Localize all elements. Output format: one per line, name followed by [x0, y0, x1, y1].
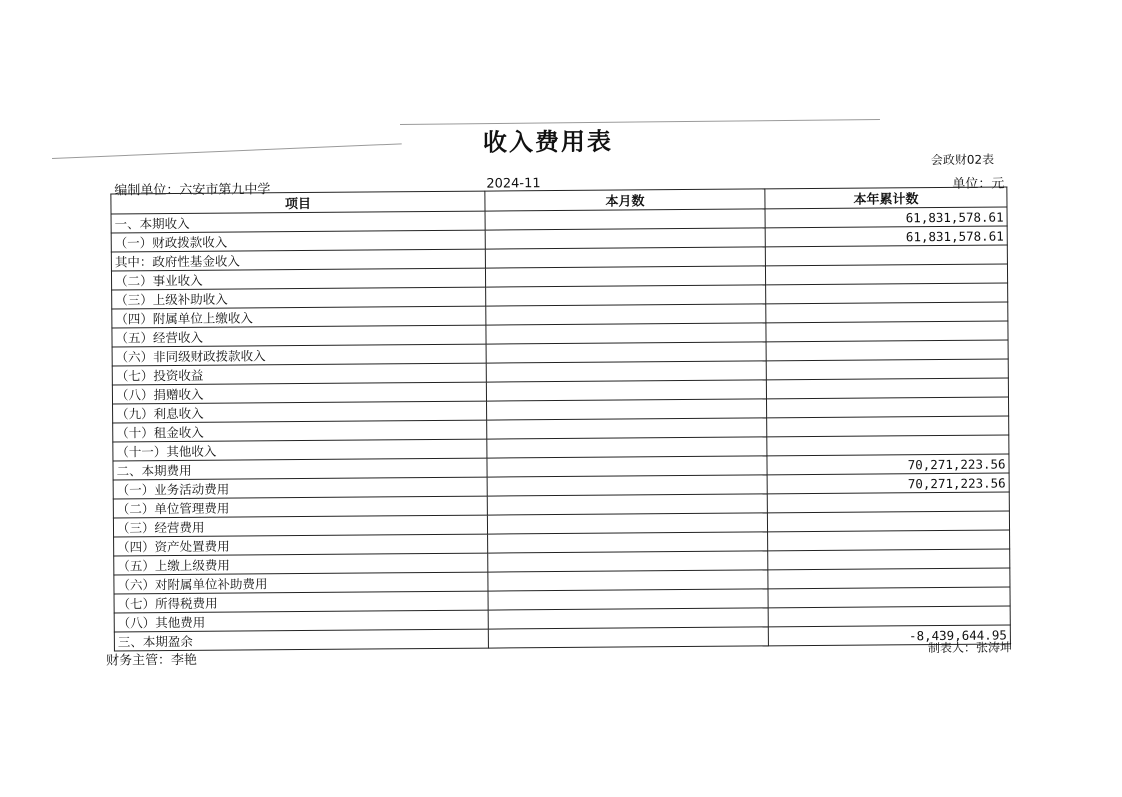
row-ytd-value	[768, 530, 1010, 551]
row-item-label: （七）投资收益	[112, 363, 486, 385]
row-month-value	[488, 627, 768, 648]
row-ytd-value	[766, 397, 1008, 418]
row-item-label: （五）上缴上级费用	[114, 553, 488, 575]
row-item-label: （三）经营费用	[113, 515, 487, 537]
row-month-value	[487, 437, 767, 458]
row-ytd-value	[766, 359, 1008, 380]
column-header-month: 本月数	[485, 189, 765, 211]
row-item-label: （二）单位管理费用	[113, 496, 487, 518]
row-month-value	[486, 342, 766, 363]
row-item-label: （九）利息收入	[113, 401, 487, 423]
report-period: 2024-11	[486, 176, 541, 192]
row-month-value	[486, 361, 766, 382]
row-month-value	[488, 570, 768, 591]
income-expense-table	[110, 186, 1011, 651]
row-item-label: （三）上级补助收入	[112, 287, 486, 309]
row-item-label: （十）租金收入	[113, 420, 487, 442]
row-ytd-value	[768, 606, 1010, 627]
row-ytd-value: 61,831,578.61	[765, 226, 1007, 247]
row-month-value	[488, 532, 768, 553]
row-ytd-value	[767, 492, 1009, 513]
row-ytd-value: -8,439,644.95	[768, 625, 1010, 646]
row-month-value	[485, 247, 765, 268]
row-ytd-value	[766, 302, 1008, 323]
row-ytd-value	[765, 245, 1007, 266]
row-month-value	[487, 456, 767, 477]
row-item-label: （一）业务活动费用	[113, 477, 487, 499]
row-ytd-value	[765, 264, 1007, 285]
row-item-label: 三、本期盈余	[114, 629, 488, 651]
row-ytd-value	[768, 549, 1010, 570]
table-body	[111, 207, 1010, 651]
row-month-value	[485, 209, 765, 230]
row-item-label: （二）事业收入	[111, 268, 485, 290]
form-code: 会政财02表	[930, 152, 995, 168]
row-item-label: 一、本期收入	[111, 211, 485, 233]
row-item-label: （八）捐赠收入	[112, 382, 486, 404]
row-ytd-value: 61,831,578.61	[765, 207, 1007, 228]
currency-unit: 单位：元	[952, 176, 1005, 192]
preparer: 制表人：张涛坤	[927, 640, 1013, 656]
row-item-label: （六）对附属单位补助费用	[114, 572, 488, 594]
column-header-ytd: 本年累计数	[765, 187, 1007, 209]
row-month-value	[486, 304, 766, 325]
row-ytd-value	[767, 435, 1009, 456]
row-month-value	[486, 323, 766, 344]
row-month-value	[488, 551, 768, 572]
row-item-label: （十一）其他收入	[113, 439, 487, 461]
row-month-value	[485, 228, 765, 249]
row-month-value	[486, 380, 766, 401]
row-month-value	[485, 266, 765, 287]
row-ytd-value	[768, 568, 1010, 589]
row-month-value	[488, 589, 768, 610]
row-month-value	[487, 475, 767, 496]
row-item-label: （七）所得税费用	[114, 591, 488, 613]
row-ytd-value	[767, 416, 1009, 437]
row-ytd-value	[766, 340, 1008, 361]
row-ytd-value	[766, 378, 1008, 399]
finance-supervisor: 财务主管：李艳	[105, 652, 198, 669]
row-ytd-value	[767, 511, 1009, 532]
row-month-value	[487, 418, 767, 439]
row-item-label: （四）资产处置费用	[114, 534, 488, 556]
row-ytd-value	[766, 321, 1008, 342]
row-item-label: 二、本期费用	[113, 458, 487, 480]
row-item-label: （五）经营收入	[112, 325, 486, 347]
row-ytd-value	[766, 283, 1008, 304]
row-ytd-value: 70,271,223.56	[767, 454, 1009, 475]
row-item-label: （六）非同级财政拨款收入	[112, 344, 486, 366]
row-item-label: （八）其他费用	[114, 610, 488, 632]
row-month-value	[487, 513, 767, 534]
page-title: 收入费用表	[482, 127, 614, 157]
column-header-item: 项目	[111, 191, 485, 214]
row-item-label: （一）财政拨款收入	[111, 230, 485, 252]
row-month-value	[486, 285, 766, 306]
row-month-value	[487, 494, 767, 515]
reporting-unit: 编制单位：六安市第九中学	[114, 182, 271, 199]
row-ytd-value	[768, 587, 1010, 608]
row-item-label: 其中：政府性基金收入	[111, 249, 485, 271]
row-ytd-value: 70,271,223.56	[767, 473, 1009, 494]
row-month-value	[488, 608, 768, 629]
row-item-label: （四）附属单位上缴收入	[112, 306, 486, 328]
row-month-value	[487, 399, 767, 420]
